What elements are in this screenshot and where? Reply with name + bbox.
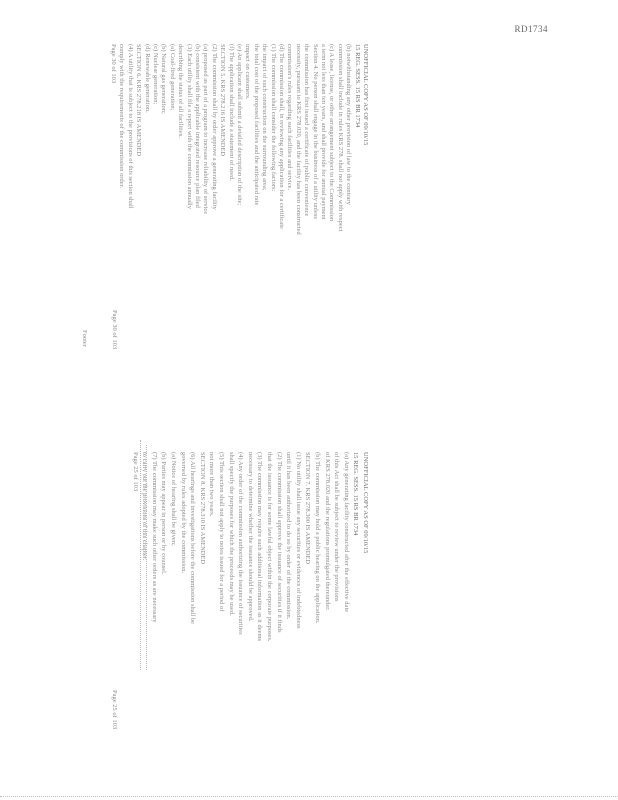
text-line: (d) The commission shall, in reviewing any application for a certificate bbox=[278, 44, 285, 229]
text-line: (a) Any generating facility constructed after the effective date bbox=[342, 452, 350, 613]
text-line: (7) The commission may make such other orders as are necessary bbox=[150, 452, 158, 623]
text-line: (4) A utility that is subject to the provisions of this section shall bbox=[126, 44, 134, 209]
text-line: not more than two years. bbox=[208, 452, 216, 517]
text-line: (a) Coal-fired generation; bbox=[168, 44, 176, 111]
text-line: (c) A lease, license, or other arrangement subject to the Commission bbox=[328, 44, 336, 222]
text-line: (3) Each utility shall file a report with the commission annually bbox=[185, 44, 193, 209]
text-line: (b) notwithstanding any other provision of law to the contrary bbox=[345, 44, 353, 205]
right-page-number: Page 25 of 103 bbox=[111, 690, 118, 730]
text-line: (b) The commission may hold a public hearing on the application. bbox=[314, 452, 321, 624]
text-line: necessity, pursuant to KRS 278.020, and the facility has been constructed bbox=[294, 44, 302, 235]
text-line: (6) All hearings and investigations before the commission shall be bbox=[189, 452, 197, 625]
text-line: describing the status of all facilities. bbox=[177, 44, 185, 138]
text-line: (f) The application shall include a statement of need. bbox=[227, 44, 235, 181]
text-line: impact on customers. bbox=[244, 44, 252, 100]
text-line: (1) The commission shall consider the following factors: bbox=[269, 44, 277, 192]
bottom-rule bbox=[0, 796, 618, 797]
text-line: that the issuance is for some lawful object within the corporate purposes. bbox=[266, 452, 273, 642]
text-line: (c) Nuclear generation; bbox=[152, 44, 159, 105]
text-line: (2) The commission shall approve the issuance of securities if it finds bbox=[275, 452, 283, 633]
margin-rule-lower bbox=[146, 445, 147, 670]
text-line: governed by rules adopted by the commission. bbox=[179, 452, 187, 574]
text-line: (b) Parties may appear in person or by counsel. bbox=[160, 452, 168, 575]
text-line: Page 30 of 103 bbox=[110, 44, 117, 84]
text-line: of this Act shall be subject to review under the provisions bbox=[333, 452, 341, 602]
text-line: Section 4. No person shall engage in the business of a utility unless bbox=[311, 44, 319, 219]
text-line: (a) Notice of hearing shall be given; bbox=[170, 452, 177, 546]
text-line: to carry out the provisions of this chapter. bbox=[141, 452, 149, 561]
text-line: shall specify the purposes for which the proceeds may be used. bbox=[227, 452, 235, 616]
left-page-number: Page 30 of 103 bbox=[111, 310, 118, 350]
text-line: (b) Natural gas generation; bbox=[160, 44, 168, 114]
text-line: (2) The commission shall by order approve a generating facility bbox=[210, 44, 218, 210]
text-line: UNOFFICIAL COPY AS OF 09/10/15 bbox=[362, 452, 369, 554]
text-line: 15 REG. SESS. 15 RS BR 1734 bbox=[353, 44, 361, 128]
text-line: commission shall include in rules KRS 278. shall not apply with respect bbox=[336, 44, 344, 232]
text-line: (b) consistent with the applicable integrated resource plan filed bbox=[194, 44, 201, 208]
text-line: (3) The commission may require such additional information as it deems bbox=[256, 452, 264, 642]
text-line: SECTION 7. KRS 278.300 IS AMENDED bbox=[304, 452, 312, 565]
text-line: necessary to determine whether the issuance should be approved. bbox=[246, 452, 254, 622]
text-line: commission's rules regarding such facilities and service. bbox=[286, 44, 294, 191]
text-line: (a) proposed as part of a program to increase reliability of service bbox=[202, 44, 210, 215]
text-line: SECTION 6. KRS 278.218 IS AMENDED bbox=[135, 44, 143, 157]
document-id: RD1734 bbox=[514, 24, 548, 34]
text-line: comply with the requirements of the commission order. bbox=[118, 44, 126, 189]
text-line: Page 25 of 103 bbox=[131, 452, 139, 492]
text-line: until it has been authorized to do so by order of the commission. bbox=[285, 452, 293, 620]
text-line: the total cost of the proposed facilities and the anticipated rate bbox=[252, 44, 260, 206]
text-line: (1) No utility shall issue any securities or evidences of indebtedness bbox=[294, 452, 302, 629]
text-line: SECTION 8. KRS 278.310 IS AMENDED bbox=[198, 452, 206, 565]
text-line: a term not less than ten years, and shall provide for annual payment bbox=[320, 44, 327, 220]
text-line: the impact of such construction on the surrounding area; bbox=[261, 44, 269, 191]
text-line: 15 REG. SESS. 15 RS BR 1734 bbox=[352, 452, 360, 536]
text-line: (4) Any order of the commission authorizing the issuance of securities bbox=[237, 452, 245, 635]
text-line: SECTION 5. KRS 278.216 IS AMENDED bbox=[219, 44, 227, 157]
text-line: (d) Renewable generation. bbox=[143, 44, 151, 113]
text-line: UNOFFICIAL COPY AS OF 09/10/15 bbox=[362, 44, 369, 146]
margin-rule-upper bbox=[140, 440, 141, 670]
text-line: (5) This section shall not apply to notes issued for a period of bbox=[218, 452, 225, 612]
left-footer: Footer bbox=[81, 330, 88, 347]
text-line: (e) An applicant shall submit a detailed description of the site; bbox=[236, 44, 243, 206]
text-line: the commission has first issued a certificate of public convenience bbox=[303, 44, 311, 217]
text-line: of KRS 278.020 and the regulations promulgated thereunder. bbox=[323, 452, 331, 611]
